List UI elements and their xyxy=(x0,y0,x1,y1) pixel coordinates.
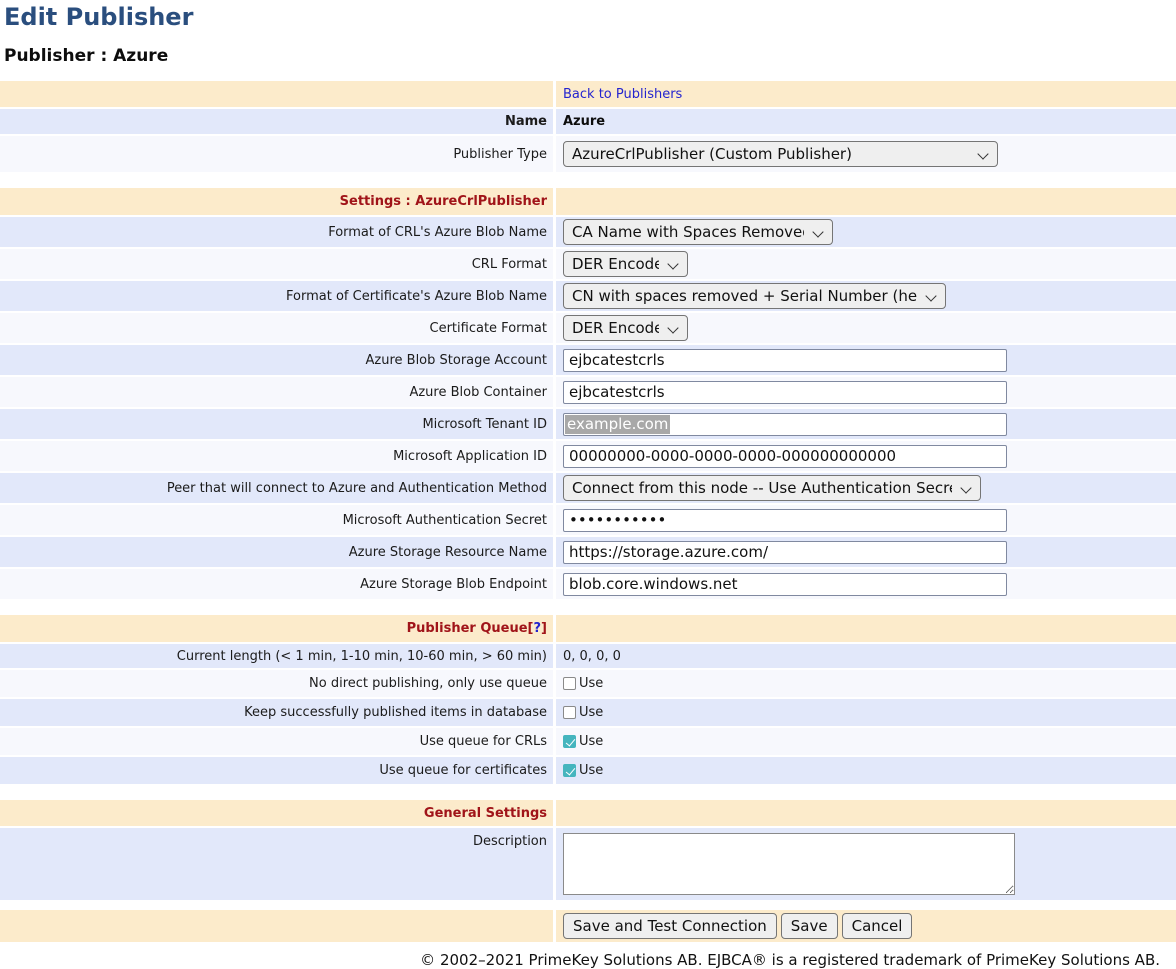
blob-container-input[interactable] xyxy=(563,381,1007,404)
peer-auth-label: Peer that will connect to Azure and Authentication Method xyxy=(166,480,547,496)
crl-blob-format-row xyxy=(0,217,1176,247)
name-label: Name xyxy=(504,114,547,129)
resource-name-input[interactable] xyxy=(563,541,1007,564)
tenant-id-label: Microsoft Tenant ID xyxy=(422,416,547,432)
storage-account-input[interactable] xyxy=(563,349,1007,372)
tenant-id-input[interactable] xyxy=(563,413,1007,436)
peer-auth-select[interactable] xyxy=(563,475,981,501)
general-settings-title: General Settings xyxy=(423,805,547,821)
settings-header-row xyxy=(0,188,1176,215)
keep-published-checkbox-label: Use xyxy=(579,705,604,720)
back-to-publishers-link[interactable]: Back to Publishers xyxy=(563,86,683,102)
crl-format-row xyxy=(0,249,1176,279)
page-subtitle: Publisher : Azure xyxy=(4,46,169,66)
storage-account-label: Azure Blob Storage Account xyxy=(365,352,547,368)
general-settings-header-row xyxy=(0,800,1176,826)
settings-section-title: Settings : AzureCrlPublisher xyxy=(339,194,547,209)
cert-format-label: Certificate Format xyxy=(429,320,547,336)
save-and-test-connection-button[interactable]: Save and Test Connection xyxy=(563,913,777,939)
empty-cell xyxy=(556,615,1176,642)
crl-blob-format-label: Format of CRL's Azure Blob Name xyxy=(328,224,547,240)
current-length-label: Current length (< 1 min, 1-10 min, 10-60 min, > 60 min) xyxy=(176,648,547,664)
blob-container-row xyxy=(0,377,1176,407)
cert-format-row xyxy=(0,313,1176,343)
auth-secret-label: Microsoft Authentication Secret xyxy=(342,512,547,528)
back-link-row xyxy=(0,81,1176,107)
cert-blob-format-select-wrap xyxy=(563,283,946,309)
crl-format-select-wrap xyxy=(563,251,688,277)
application-id-input[interactable] xyxy=(563,445,1007,468)
publisher-type-select[interactable] xyxy=(563,141,998,167)
queue-crls-label: Use queue for CRLs xyxy=(419,734,547,749)
empty-cell xyxy=(556,800,1176,826)
cert-blob-format-select[interactable] xyxy=(563,283,946,309)
queue-certs-row xyxy=(0,757,1176,784)
publisher-type-row xyxy=(0,136,1176,172)
blob-endpoint-label: Azure Storage Blob Endpoint xyxy=(360,576,547,592)
publisher-type-select-wrap xyxy=(563,141,998,167)
queue-crls-checkbox[interactable] xyxy=(563,735,576,748)
crl-format-label: CRL Format xyxy=(471,256,547,272)
help-bracket-open: [ xyxy=(527,621,534,636)
cert-format-select-wrap xyxy=(563,315,688,341)
tenant-id-row xyxy=(0,409,1176,439)
queue-certs-label: Use queue for certificates xyxy=(379,763,547,778)
help-bracket-close: ] xyxy=(541,621,547,636)
peer-auth-row xyxy=(0,473,1176,503)
queue-header-row xyxy=(0,615,1176,642)
storage-account-row xyxy=(0,345,1176,375)
publisher-name-value: Azure xyxy=(563,114,606,129)
auth-secret-input[interactable] xyxy=(563,509,1007,532)
actions-row xyxy=(0,910,1176,942)
cancel-button[interactable]: Cancel xyxy=(842,913,913,939)
publisher-type-label: Publisher Type xyxy=(453,146,547,162)
publisher-queue-table xyxy=(0,615,1176,784)
publisher-header-table xyxy=(0,81,1176,172)
empty-cell xyxy=(0,910,553,942)
blob-endpoint-row xyxy=(0,569,1176,599)
description-row xyxy=(0,828,1176,900)
cert-format-select[interactable] xyxy=(563,315,688,341)
no-direct-row xyxy=(0,670,1176,697)
general-settings-table xyxy=(0,800,1176,900)
keep-published-row xyxy=(0,699,1176,726)
tenant-id-selected-text: example.com xyxy=(567,414,669,433)
application-id-label: Microsoft Application ID xyxy=(393,448,547,464)
current-length-row xyxy=(0,644,1176,668)
cert-blob-format-label: Format of Certificate's Azure Blob Name xyxy=(286,288,547,304)
name-row xyxy=(0,109,1176,134)
resource-name-row xyxy=(0,537,1176,567)
save-button[interactable]: Save xyxy=(781,913,838,939)
blob-endpoint-input[interactable] xyxy=(563,573,1007,596)
queue-help-link[interactable]: ? xyxy=(533,621,542,636)
no-direct-label: No direct publishing, only use queue xyxy=(309,676,547,691)
queue-crls-checkbox-label: Use xyxy=(579,734,604,749)
keep-published-label: Keep successfully published items in database xyxy=(244,705,547,720)
actions-table xyxy=(0,910,1176,942)
settings-table xyxy=(0,188,1176,599)
no-direct-checkbox-label: Use xyxy=(579,676,604,691)
queue-section-title: Publisher Queue xyxy=(406,621,528,636)
description-textarea[interactable] xyxy=(563,833,1015,895)
keep-published-checkbox[interactable] xyxy=(563,706,576,719)
no-direct-checkbox[interactable] xyxy=(563,677,576,690)
queue-certs-checkbox-label: Use xyxy=(579,763,604,778)
queue-certs-checkbox[interactable] xyxy=(563,764,576,777)
empty-cell xyxy=(0,81,553,107)
peer-auth-select-wrap xyxy=(563,475,981,501)
footer-copyright: © 2002–2021 PrimeKey Solutions AB. EJBCA® is a registered trademark of PrimeKey Solutions AB. xyxy=(420,951,1160,969)
crl-format-select[interactable] xyxy=(563,251,688,277)
current-length-value: 0, 0, 0, 0 xyxy=(563,648,621,664)
auth-secret-row xyxy=(0,505,1176,535)
crl-blob-format-select[interactable] xyxy=(563,219,833,245)
blob-container-label: Azure Blob Container xyxy=(409,384,547,400)
queue-crls-row xyxy=(0,728,1176,755)
crl-blob-format-select-wrap xyxy=(563,219,833,245)
page-title: Edit Publisher xyxy=(4,3,194,31)
empty-cell xyxy=(556,188,1176,215)
application-id-row xyxy=(0,441,1176,471)
resource-name-label: Azure Storage Resource Name xyxy=(348,544,547,560)
cert-blob-format-row xyxy=(0,281,1176,311)
description-label: Description xyxy=(472,834,547,849)
